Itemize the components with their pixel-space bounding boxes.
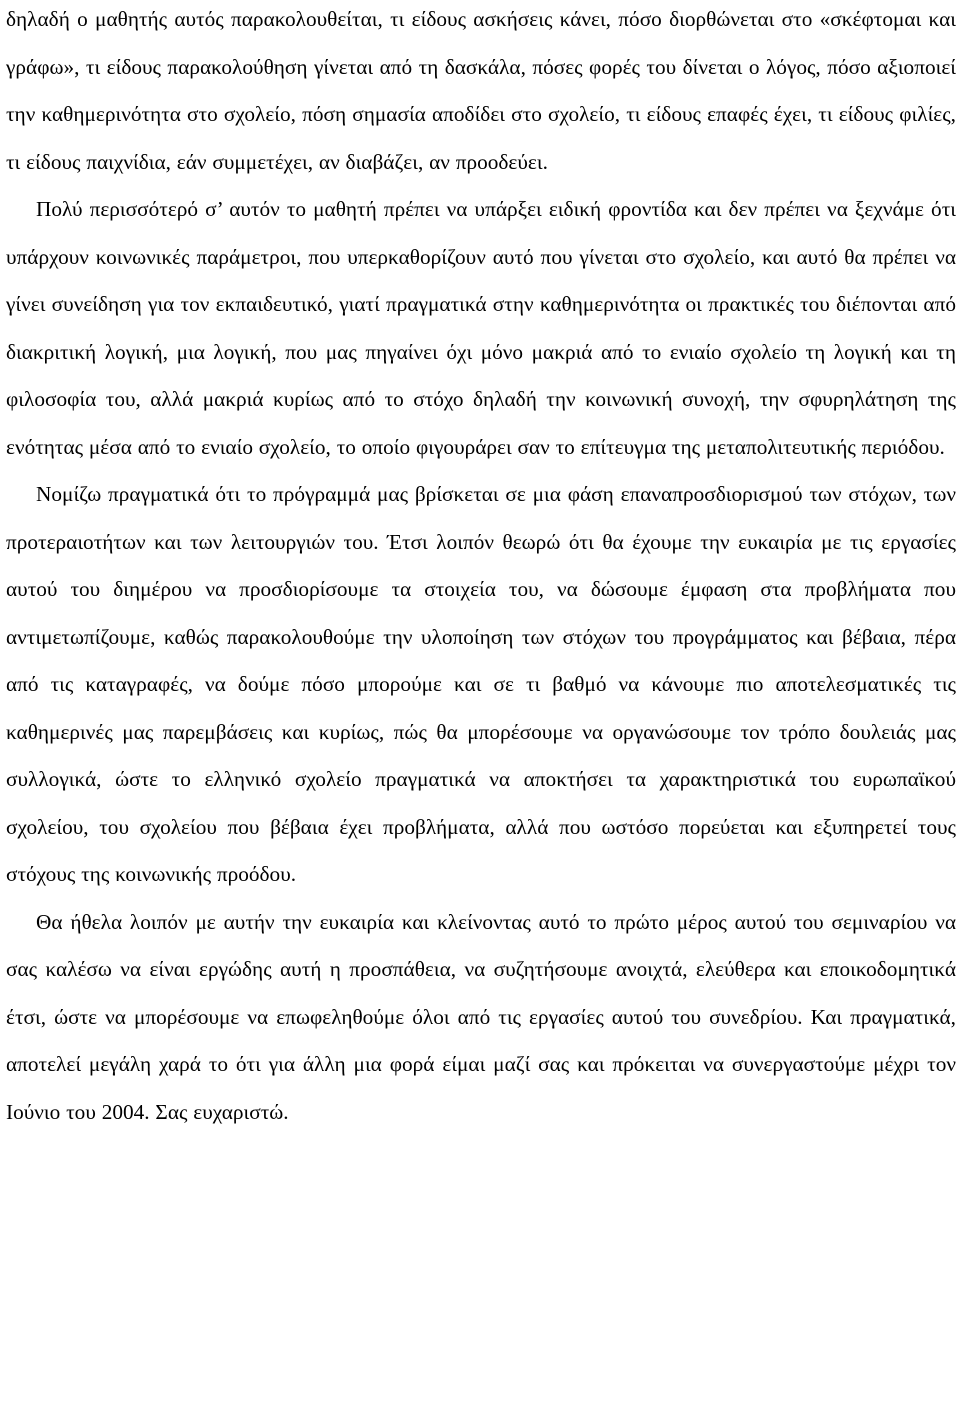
paragraph-special-care: Πολύ περισσότερό σ’ αυτόν το μαθητή πρέπει να υπάρξει ειδική φροντίδα και δεν πρέπει να ξεχνάμε ότι υπάρχουν κοινωνικές παράμετροι, που υπερκαθορίζουν αυτό που γίνεται στο σχολείο, και αυτό θα πρέπει να γίνει συνείδηση για τον εκπαιδευτικό, γιατί πραγματικά στην καθημερινότητα οι πρακτικές του διέπονται από διακριτική λογική, μια λογική, που μας πηγαίνει όχι μόνο μακριά από το ενιαίο σχολείο τη λογική και τη φιλοσοφία του, αλλά μακριά κυρίως από το στόχο δηλαδή την κοινωνική συνοχή, την σφυρηλάτηση της ενότητας μέσα από το ενιαίο σχολείο, το οποίο φιγουράρει σαν το επίτευγμα της μεταπολιτευτικής περιόδου. (6, 197, 956, 459)
paragraph-closing-thanks: Θα ήθελα λοιπόν με αυτήν την ευκαιρία και κλείνοντας αυτό το πρώτο μέρος αυτού του σεμιναρίου να σας καλέσω να είναι εργώδης αυτή η προσπάθεια, να συζητήσουμε ανοιχτά, ελεύθερα και εποικοδομητικά έτσι, ώστε να μπορέσουμε να επωφεληθούμε όλοι από τις εργασίες αυτού του συνεδρίου. Και πραγματικά, αποτελεί μεγάλη χαρά το ότι για άλλη μια φορά είμαι μαζί σας και πρόκειται να συνεργαστούμε μέχρι τον Ιούνιο του 2004. Σας ευχαριστώ. (6, 909, 956, 1124)
document-page (6, 0, 956, 1136)
paragraph-program-redefinition: Νομίζω πραγματικά ότι το πρόγραμμά μας βρίσκεται σε μια φάση επαναπροσδιορισμού των στόχων, των προτεραιοτήτων και των λειτουργιών του. Έτσι λοιπόν θεωρώ ότι θα έχουμε την ευκαιρία με τις εργασίες αυτού του διημέρου να προσδιορίσουμε τα στοιχεία του, να δώσουμε έμφαση στα προβλήματα που αντιμετωπίζουμε, καθώς παρακολουθούμε την υλοποίηση των στόχων του προγράμματος και βέβαια, πέρα από τις καταγραφές, να δούμε πόσο μπορούμε και σε τι βαθμό να κάνουμε πιο αποτελεσματικές τις καθημερινές μας παρεμβάσεις και κυρίως, πώς θα μπορέσουμε να οργανώσουμε τον τρόπο δουλειάς μας συλλογικά, ώστε το ελληνικό σχολείο πραγματικά να αποκτήσει τα χαρακτηριστικά του ευρωπαϊκού σχολείου, του σχολείου που βέβαια έχει προβλήματα, αλλά που ωστόσο πορεύεται και εξυπηρετεί τους στόχους της κοινωνικής προόδου. (6, 482, 956, 886)
paragraph-continuation: δηλαδή ο μαθητής αυτός παρακολουθείται, τι είδους ασκήσεις κάνει, πόσο διορθώνεται στο «σκέφτομαι και γράφω», τι είδους παρακολούθηση γίνεται από τη δασκάλα, πόσες φορές του δίνεται ο λόγος, πόσο αξιοποιεί την καθημερινότητα στο σχολείο, πόση σημασία αποδίδει στο σχολείο, τι είδους επαφές έχει, τι είδους φιλίες, τι είδους παιχνίδια, εάν συμμετέχει, αν διαβάζει, αν προοδεύει. (6, 7, 956, 174)
